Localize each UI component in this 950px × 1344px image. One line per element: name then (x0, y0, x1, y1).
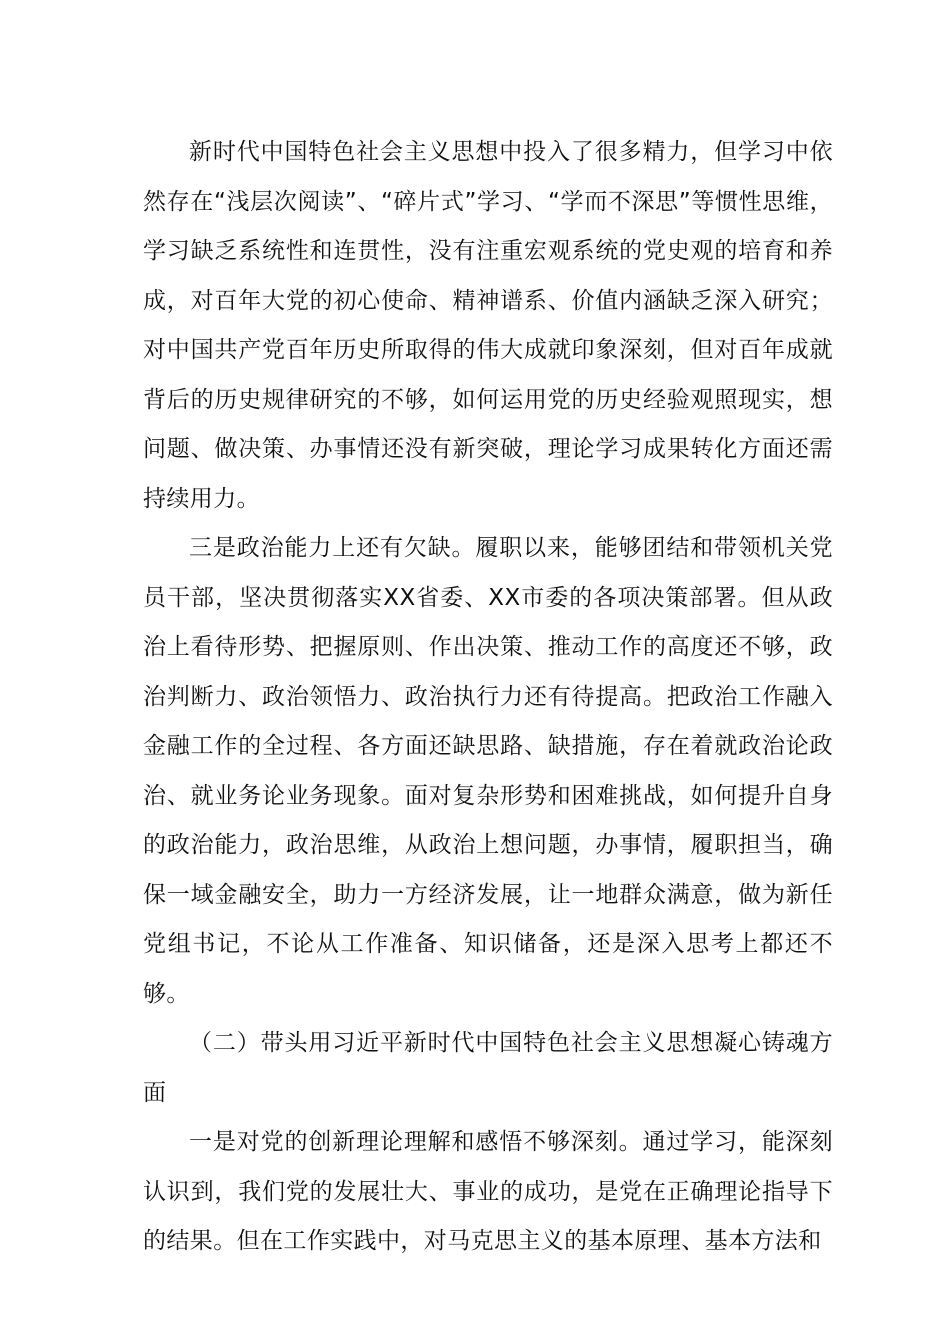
paragraph-innovative-theory: 一是对党的创新理论理解和感悟不够深刻。通过学习，能深刻认识到，我们党的发展壮大、事业的成功，是党在正确理论指导下的结果。但在工作实践中，对马克思主义的基本原理、基本方法和 (143, 1129, 833, 1254)
paragraph-theory-study: 新时代中国特色社会主义思想中投入了很多精力，但学习中依然存在“浅层次阅读”、“碎片式”学习、“学而不深思”等惯性思维，学习缺乏系统性和连贯性，没有注重宏观系统的党史观的培育和养成，对百年大党的初心使命、精神谱系、价值内涵缺乏深入研究；对中国共产党百年历史所取得的伟大成就印象深刻，但对百年成就背后的历史规律研究的不够，如何运用党的历史经验观照现实，想问题、做决策、办事情还没有新突破，理论学习成果转化方面还需持续用力。 (143, 139, 833, 512)
document-body (143, 128, 833, 1267)
paragraph-political-ability: 三是政治能力上还有欠缺。履职以来，能够团结和带领机关党员干部，坚决贯彻落实XX省委、XX市委的各项决策部署。但从政治上看待形势、把握原则、作出决策、推动工作的高度还不够，政治判断力、政治领悟力、政治执行力还有待提高。把政治工作融入金融工作的全过程、各方面还缺思路、缺措施，存在着就政治论政治、就业务论业务现象。面对复杂形势和困难挑战，如何提升自身的政治能力，政治思维，从政治上想问题，办事情，履职担当，确保一域金融安全，助力一方经济发展，让一地群众满意，做为新任党组书记，不论从工作准备、知识储备，还是深入思考上都还不够。 (143, 535, 833, 1007)
section-heading-2: （二）带头用习近平新时代中国特色社会主义思想凝心铸魂方面 (143, 1030, 833, 1106)
